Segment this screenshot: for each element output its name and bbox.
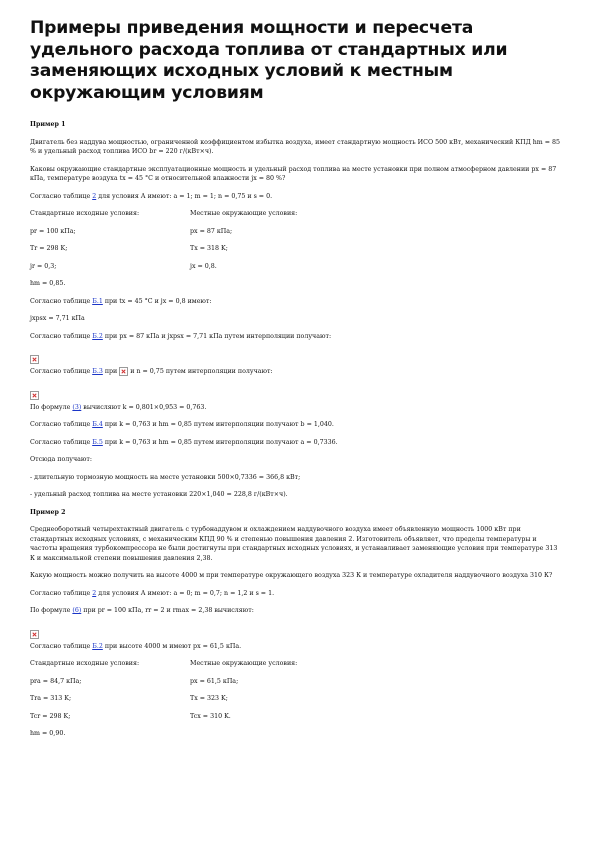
conditions-row bbox=[30, 262, 561, 272]
standard-value: Tr = 298 K; bbox=[30, 245, 68, 252]
example-2-paragraph-3 bbox=[30, 589, 561, 599]
local-value: px = 61,5 кПа; bbox=[190, 677, 239, 685]
text: Согласно таблице bbox=[30, 438, 93, 446]
broken-image-icon bbox=[30, 355, 39, 364]
local-value: px = 87 кПа; bbox=[190, 227, 233, 235]
text: вычисляют k = 0,801×0,953 = 0,763. bbox=[81, 403, 207, 411]
conditions-row bbox=[30, 694, 561, 704]
example-2-paragraph-2: Какую мощность можно получить на высоте 4000 м при температуре окружающего воздуха 323 К и температуре охладителя наддувочного воздуха 310 К? bbox=[30, 572, 553, 579]
table-b5-link[interactable]: Б.5 bbox=[92, 438, 103, 446]
broken-image-icon bbox=[30, 391, 39, 400]
conditions-row bbox=[30, 227, 561, 237]
local-conditions-heading: Местные окружающие условия: bbox=[190, 660, 298, 667]
text: Согласно таблице bbox=[30, 589, 93, 597]
local-value: jx = 0,8. bbox=[190, 262, 217, 270]
standard-value: jr = 0,3; bbox=[30, 262, 57, 270]
example-1-paragraph-1: Двигатель без наддува мощностью, ограниченной коэффициентом избытка воздуха, имеет стандартную мощность ИСО 500 кВт, механический КПД hm = 85 % и удельный расход топлива ИСО br = 220 г/(кВт×ч). bbox=[30, 138, 561, 155]
example-2-heading: Пример 2 bbox=[30, 508, 66, 516]
example-1-paragraph-4 bbox=[30, 297, 561, 307]
formula-image-row bbox=[30, 624, 561, 636]
efficiency-value: hm = 0,90. bbox=[30, 730, 66, 737]
text: при tx = 45 °C и jx = 0,8 имеют: bbox=[102, 297, 212, 305]
standard-conditions-heading: Стандартные исходные условия: bbox=[30, 660, 140, 667]
broken-image-icon bbox=[119, 367, 128, 376]
formula-3-link[interactable]: (3) bbox=[72, 403, 82, 411]
text: Согласно таблице bbox=[30, 421, 93, 428]
text: Согласно таблице bbox=[30, 297, 93, 305]
text: при k = 0,763 и hm = 0,85 путем интерполяции получают a = 0,7336. bbox=[102, 438, 338, 446]
text: при pr = 100 кПа, rr = 2 и rmax = 2,38 вычисляют: bbox=[81, 607, 254, 614]
local-value: Tx = 318 K; bbox=[190, 245, 228, 252]
standard-value: Tra = 313 K; bbox=[30, 695, 72, 702]
text: Согласно таблице bbox=[30, 642, 93, 650]
local-conditions-heading: Местные окружающие условия: bbox=[190, 210, 298, 217]
example-1-paragraph-5 bbox=[30, 332, 561, 342]
example-1-heading: Пример 1 bbox=[30, 121, 66, 128]
efficiency-value: hm = 0,85. bbox=[30, 280, 66, 287]
local-value: Tx = 323 K; bbox=[190, 695, 228, 702]
text: при px = 87 кПа и jxpsx = 7,71 кПа путем интерполяции получают: bbox=[102, 332, 332, 340]
table-b4-link[interactable]: Б.4 bbox=[92, 421, 103, 428]
example-2-paragraph-5 bbox=[30, 642, 561, 652]
formula-6-link[interactable]: (6) bbox=[72, 607, 82, 614]
example-1-result-fuel: - удельный расход топлива на месте установки 220×1,040 = 228,8 г/(кВт×ч). bbox=[30, 491, 288, 498]
table-b1-link[interactable]: Б.1 bbox=[92, 297, 103, 305]
standard-value: pr = 100 кПа; bbox=[30, 227, 76, 235]
example-1-paragraph-2: Каковы окружающие стандартные эксплуатационные мощность и удельный расход топлива на месте установки при полном атмосферном давлении px = 87 кПа, температуре воздуха tx = 45 °C и относительной влажности jx = 80 %? bbox=[30, 165, 557, 182]
example-1-paragraph-10: Отсюда получают: bbox=[30, 456, 92, 463]
example-1-result-power: - длительную тормозную мощность на месте установки 500×0,7336 = 366,8 кВт; bbox=[30, 473, 301, 481]
standard-value: pra = 84,7 кПа; bbox=[30, 677, 82, 685]
conditions-header-row bbox=[30, 209, 561, 219]
conditions-row bbox=[30, 712, 561, 722]
local-value: Tcx = 310 K. bbox=[190, 712, 231, 720]
example-1-paragraph-7 bbox=[30, 403, 561, 413]
conditions-row bbox=[30, 677, 561, 687]
text: и n = 0,75 путем интерполяции получают: bbox=[128, 368, 273, 375]
example-1-paragraph-8 bbox=[30, 420, 561, 430]
text: для условия А имеют: a = 1; m = 1; n = 0,75 и s = 0. bbox=[96, 192, 273, 200]
text: По формуле bbox=[30, 607, 73, 614]
text: при высоте 4000 м имеют px = 61,5 кПа. bbox=[102, 642, 242, 650]
table-2-link[interactable]: 2 bbox=[92, 589, 97, 597]
conditions-row bbox=[30, 244, 561, 254]
table-b2-link[interactable]: Б.2 bbox=[92, 332, 103, 340]
text: для условия А имеют: a = 0; m = 0,7; n = 1,2 и s = 1. bbox=[96, 589, 275, 597]
example-1-paragraph-3 bbox=[30, 192, 561, 202]
formula-image-row bbox=[30, 385, 561, 397]
table-2-link[interactable]: 2 bbox=[92, 192, 97, 200]
text: По формуле bbox=[30, 403, 73, 411]
table-b3-link[interactable]: Б.3 bbox=[92, 368, 103, 375]
formula-image-row bbox=[30, 349, 561, 361]
page-title: Примеры приведения мощности и пересчета удельного расхода топлива от стандартных или заменяющих исходных условий к местным окружающим условиям bbox=[30, 18, 508, 103]
example-2-paragraph-4 bbox=[30, 606, 561, 616]
vapour-pressure-value: jxpsx = 7,71 кПа bbox=[30, 315, 85, 322]
example-2-paragraph-1: Среднеоборотный четырехтактный двигатель с турбонаддувом и охлаждением наддувочного воздуха имеет объявленную мощность 1000 кВт при стандартных исходных условиях, с механическим КПД 90 % и степенью повышения давления 2. Изготовитель объявляет, что пределы температуры и частоты вращения турбокомпрессора не были достигнуты при стандартных исходных условиях, и устанавливает заменяющие условия при температуре 313 К и максимальной степени повышения давления 2,38. bbox=[30, 526, 558, 562]
broken-image-icon bbox=[30, 630, 39, 639]
text: Согласно таблице bbox=[30, 332, 93, 340]
standard-value: Tcr = 298 K; bbox=[30, 712, 71, 720]
example-1-paragraph-9 bbox=[30, 438, 561, 448]
text: при bbox=[102, 368, 120, 375]
text: Согласно таблице bbox=[30, 192, 93, 200]
table-b2-link[interactable]: Б.2 bbox=[92, 642, 103, 650]
text: Согласно таблице bbox=[30, 368, 93, 375]
text: при k = 0,763 и hm = 0,85 путем интерполяции получают b = 1,040. bbox=[102, 421, 334, 428]
example-1-paragraph-6 bbox=[30, 367, 561, 377]
standard-conditions-heading: Стандартные исходные условия: bbox=[30, 210, 140, 217]
conditions-header-row bbox=[30, 659, 561, 669]
